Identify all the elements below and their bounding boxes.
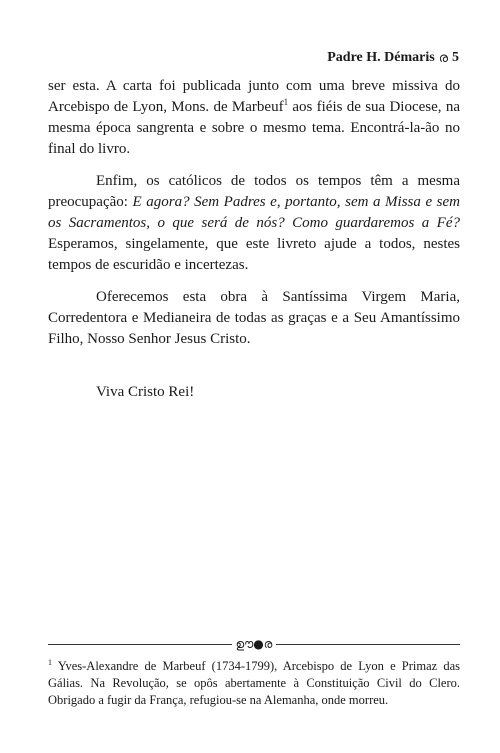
footnote-text: Yves-Alexandre de Marbeuf (1734-1799), Arcebispo de Lyon e Primaz das Gálias. Na Revolução, se opôs abertamente à Constituição Civil do Clero. Obrigado a fugir da França, refugiou-se na Alemanha, onde morreu.: [48, 659, 460, 707]
paragraph-1: [48, 76, 460, 160]
footnote-number: 1: [48, 657, 52, 667]
page-number: 5: [452, 50, 459, 65]
footnote: [48, 658, 460, 709]
running-title: Padre H. Démaris: [327, 50, 435, 65]
paragraph-3: Oferecemos esta obra à Santíssima Virgem Maria, Corredentora e Medianeira de todas as graças e a Seu Amantíssimo Filho, Nosso Senhor Jesus Cristo.: [48, 289, 460, 347]
paragraph-2-lead: Enfim, os católicos de todos os tempos têm a mesma preocupação:: [48, 173, 460, 210]
paragraph-2-italic: E agora? Sem Padres e, portanto, sem a Missa e sem os Sacramentos, o que será de nós? Como guardaremos a Fé?: [48, 194, 460, 231]
divider-ornament-icon: ഊ●ര: [235, 637, 273, 651]
paragraph-1-text-a: ser esta. A carta foi publicada junto com uma breve missiva do Arcebispo de Lyon, Mons. de Marbeuf: [48, 78, 460, 115]
signoff: Viva Cristo Rei!: [96, 384, 195, 400]
divider-line-right: [276, 644, 460, 645]
paragraph-2-tail: Esperamos, singelamente, que este livreto ajude a todos, nestes tempos de escuridão e incertezas.: [48, 236, 460, 273]
footnote-divider: [48, 634, 460, 654]
paragraph-2: [48, 171, 460, 276]
divider-line-left: [48, 644, 232, 645]
header-ornament-icon: ര: [438, 50, 448, 65]
footnote-reference: 1: [283, 97, 289, 107]
running-header: [327, 50, 459, 66]
body-text: [48, 76, 460, 403]
paragraph-1-text-b: aos fiéis de sua Diocese, na mesma época sangrenta e sobre o mesmo tema. Encontrá-la-ão no final do livro.: [48, 99, 460, 157]
